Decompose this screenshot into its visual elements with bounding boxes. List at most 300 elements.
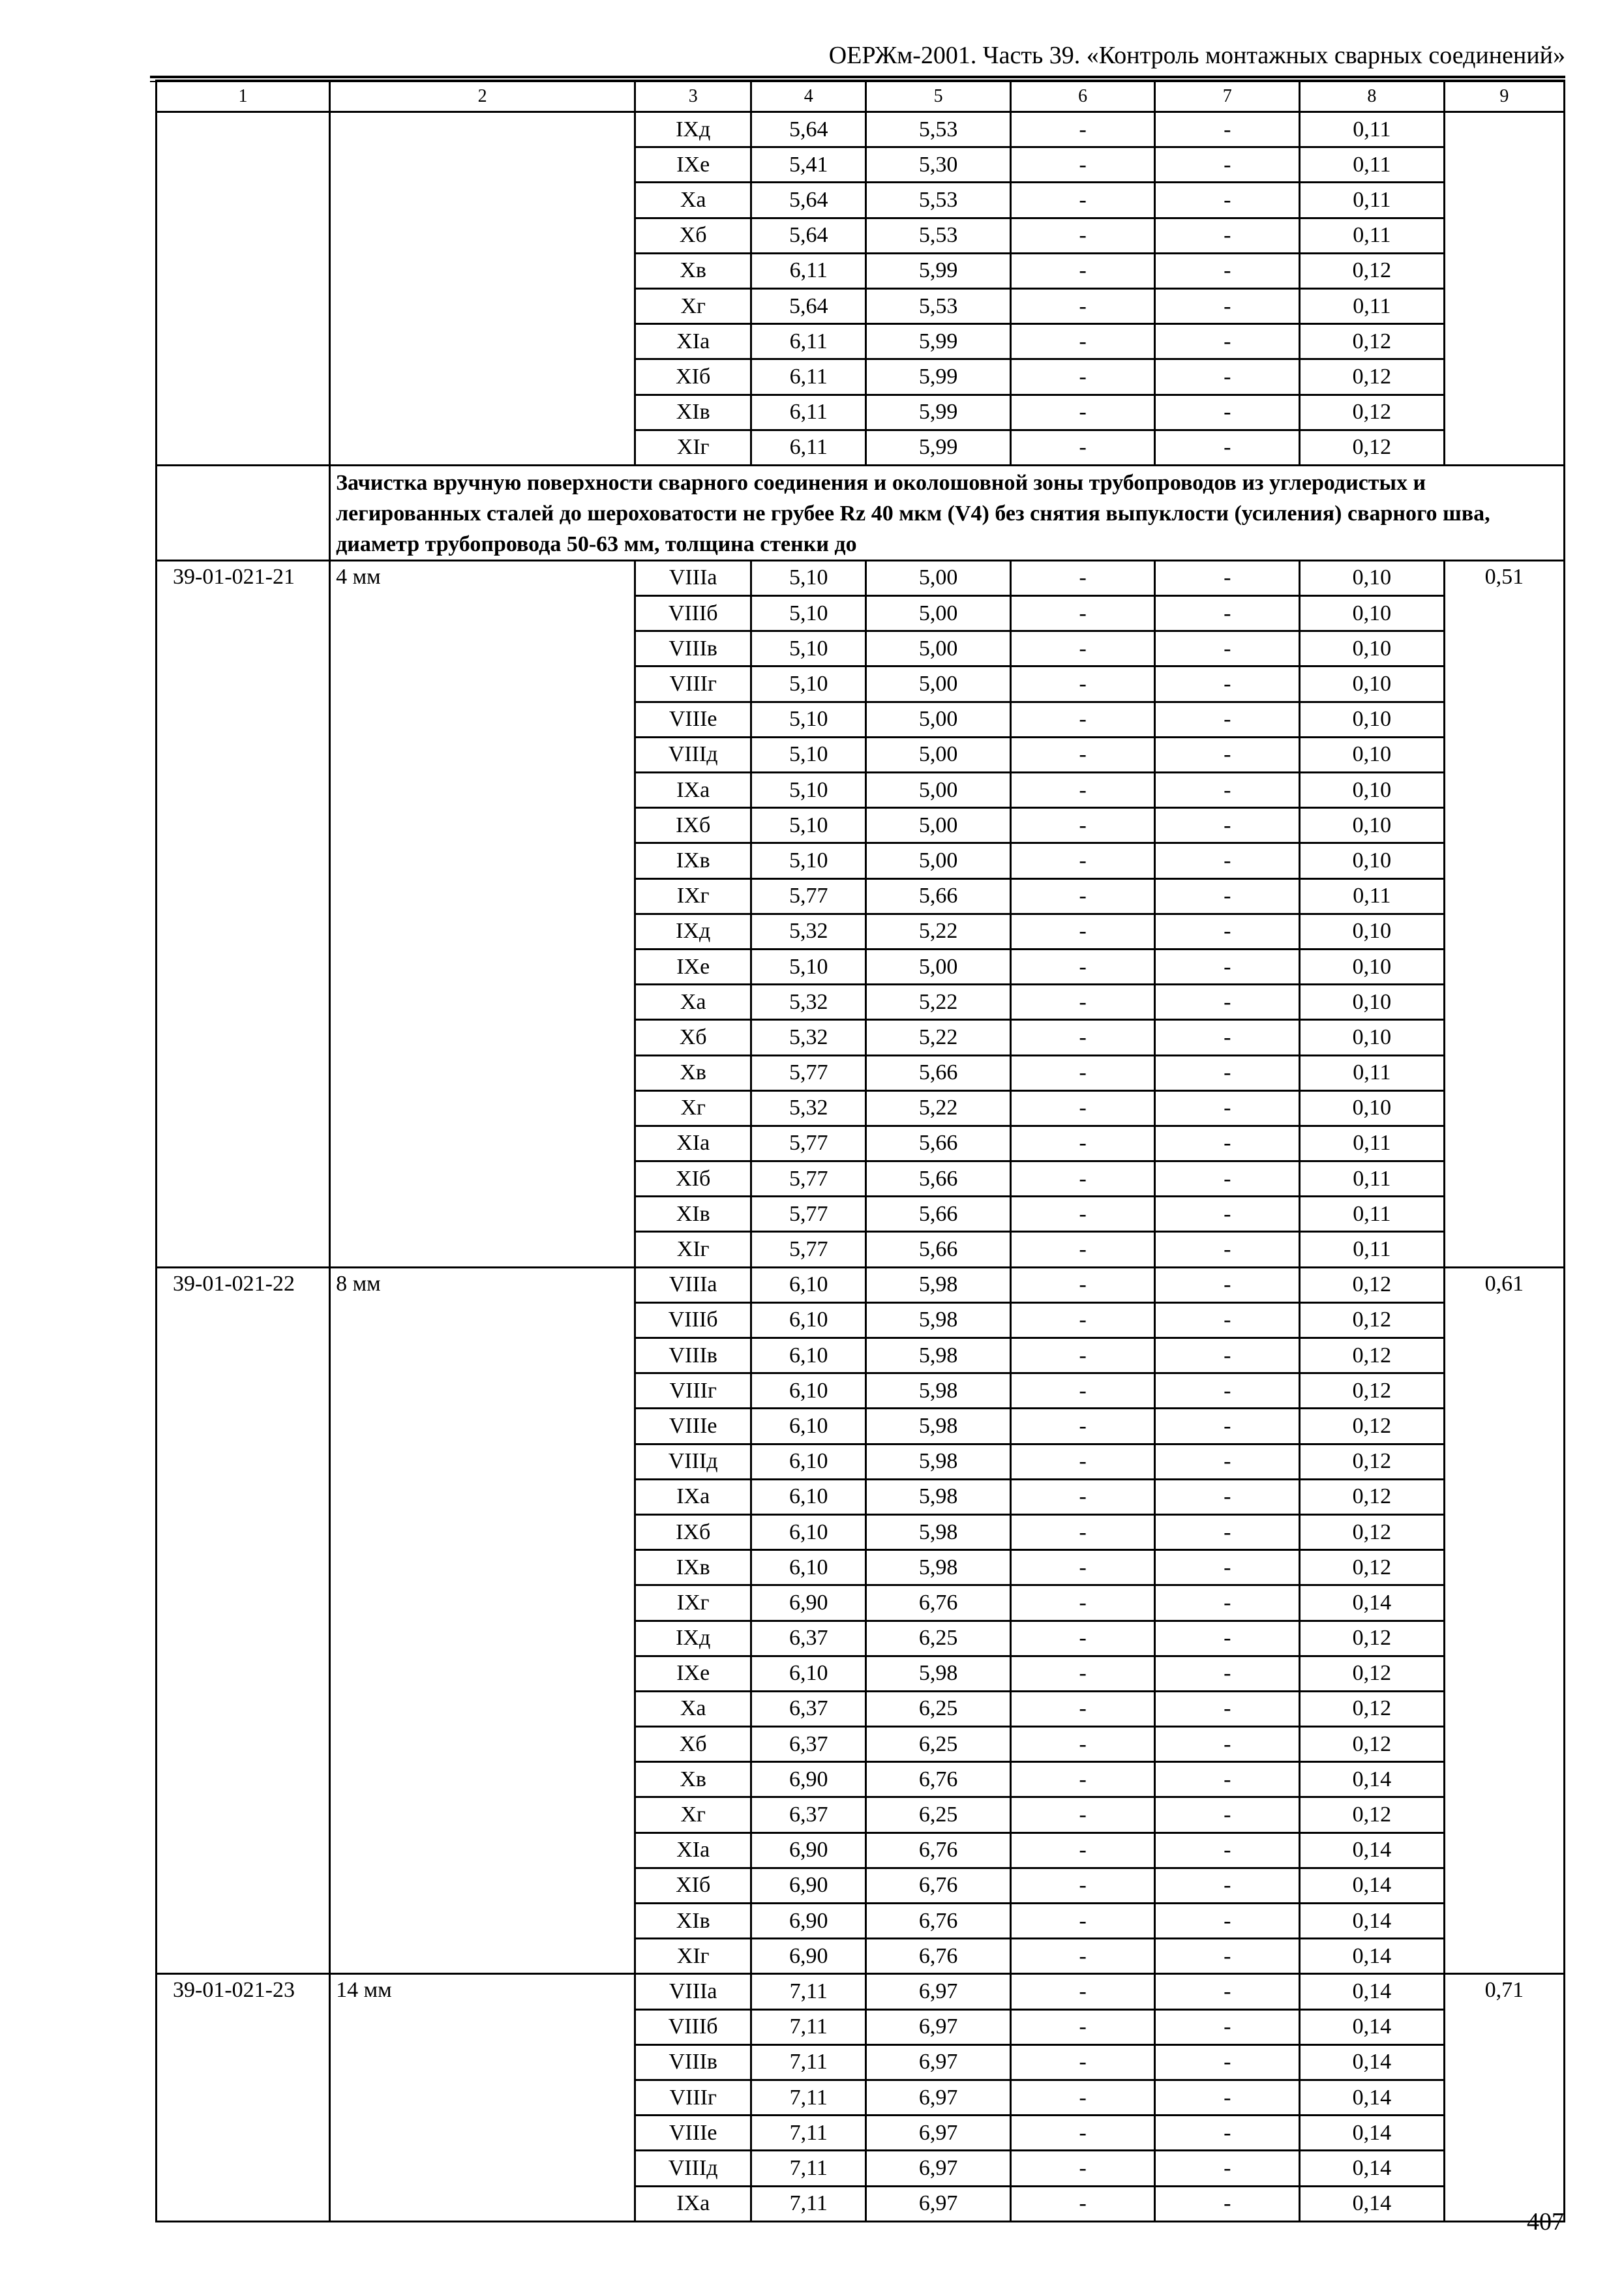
col5-value: 6,76 [866, 1833, 1011, 1868]
resource-class: VIIIе [635, 1409, 751, 1444]
col4-value: 6,10 [751, 1373, 866, 1409]
col4-value: 6,11 [751, 324, 866, 359]
col6-value: - [1010, 1479, 1155, 1514]
col8-value: 0,14 [1300, 2151, 1445, 2186]
col5-value: 5,66 [866, 1197, 1011, 1232]
col5-value: 6,97 [866, 2080, 1011, 2115]
col4-value: 5,10 [751, 596, 866, 631]
col6-value: - [1010, 395, 1155, 430]
col4-value: 6,90 [751, 1762, 866, 1797]
col6-value: - [1010, 218, 1155, 253]
table-body [157, 81, 1565, 2222]
resource-class: IXе [635, 949, 751, 984]
col4-value: 7,11 [751, 2186, 866, 2221]
col8-value: 0,14 [1300, 1974, 1445, 2009]
col8-value: 0,14 [1300, 1833, 1445, 1868]
resource-class: IXа [635, 773, 751, 808]
col4-value: 5,41 [751, 147, 866, 183]
resource-class: VIIIб [635, 2009, 751, 2044]
resource-class: IXб [635, 808, 751, 843]
column-number: 8 [1300, 81, 1445, 112]
rate-name: 8 мм [330, 1267, 635, 1974]
col6-value: - [1010, 985, 1155, 1020]
col7-value: - [1155, 1621, 1300, 1656]
resource-class: XIб [635, 1868, 751, 1903]
col5-value: 6,76 [866, 1868, 1011, 1903]
col8-value: 0,14 [1300, 2009, 1445, 2044]
col8-value: 0,14 [1300, 2044, 1445, 2080]
col6-value: - [1010, 253, 1155, 288]
col7-value: - [1155, 1479, 1300, 1514]
col4-value: 5,64 [751, 183, 866, 218]
col7-value: - [1155, 1232, 1300, 1267]
col4-value: 6,10 [751, 1267, 866, 1302]
col8-value: 0,11 [1300, 1232, 1445, 1267]
col5-value: 6,25 [866, 1727, 1011, 1762]
resource-class: Xб [635, 1727, 751, 1762]
col4-value: 7,11 [751, 2009, 866, 2044]
col5-value: 5,53 [866, 288, 1011, 323]
col4-value: 6,10 [751, 1409, 866, 1444]
col6-value: - [1010, 1939, 1155, 1974]
col8-value: 0,12 [1300, 1444, 1445, 1479]
col7-value: - [1155, 324, 1300, 359]
col6-value: - [1010, 2116, 1155, 2151]
col7-value: - [1155, 112, 1300, 147]
rate-code: 39-01-021-23 [157, 1974, 330, 2221]
rate-norm [1444, 112, 1564, 466]
col5-value: 5,30 [866, 147, 1011, 183]
resource-class: XIб [635, 359, 751, 395]
col8-value: 0,11 [1300, 218, 1445, 253]
col4-value: 6,11 [751, 395, 866, 430]
section-title-row [157, 465, 1565, 560]
col4-value: 6,10 [751, 1550, 866, 1585]
col6-value: - [1010, 1656, 1155, 1691]
col5-value: 5,22 [866, 1020, 1011, 1055]
col4-value: 5,10 [751, 843, 866, 878]
col7-value: - [1155, 560, 1300, 595]
col5-value: 5,66 [866, 1126, 1011, 1161]
col8-value: 0,10 [1300, 1020, 1445, 1055]
resource-class: VIIIд [635, 737, 751, 772]
col7-value: - [1155, 2186, 1300, 2221]
col8-value: 0,10 [1300, 914, 1445, 949]
resource-class: IXа [635, 1479, 751, 1514]
col7-value: - [1155, 985, 1300, 1020]
col6-value: - [1010, 773, 1155, 808]
rate-name: 14 мм [330, 1974, 635, 2221]
col4-value: 5,64 [751, 112, 866, 147]
col7-value: - [1155, 1656, 1300, 1691]
col7-value: - [1155, 359, 1300, 395]
col8-value: 0,12 [1300, 1550, 1445, 1585]
col5-value: 5,66 [866, 1232, 1011, 1267]
col5-value: 5,98 [866, 1550, 1011, 1585]
resource-class: VIIIе [635, 702, 751, 737]
col8-value: 0,12 [1300, 1479, 1445, 1514]
resource-class: XIг [635, 1939, 751, 1974]
col8-value: 0,12 [1300, 430, 1445, 465]
col7-value: - [1155, 737, 1300, 772]
col7-value: - [1155, 843, 1300, 878]
page-number: 407 [1527, 2208, 1564, 2236]
col4-value: 5,77 [751, 1232, 866, 1267]
col5-value: 5,66 [866, 878, 1011, 914]
col8-value: 0,10 [1300, 596, 1445, 631]
resource-class: IXв [635, 843, 751, 878]
col4-value: 5,77 [751, 1055, 866, 1090]
col5-value: 5,66 [866, 1055, 1011, 1090]
col8-value: 0,10 [1300, 843, 1445, 878]
col4-value: 6,37 [751, 1621, 866, 1656]
resource-class: VIIIв [635, 631, 751, 666]
col4-value: 5,77 [751, 1197, 866, 1232]
col7-value: - [1155, 2044, 1300, 2080]
resource-class: XIг [635, 430, 751, 465]
col7-value: - [1155, 395, 1300, 430]
col6-value: - [1010, 1409, 1155, 1444]
col4-value: 6,10 [751, 1656, 866, 1691]
col5-value: 6,25 [866, 1691, 1011, 1726]
col5-value: 6,97 [866, 2044, 1011, 2080]
col4-value: 5,10 [751, 702, 866, 737]
col6-value: - [1010, 560, 1155, 595]
col8-value: 0,11 [1300, 183, 1445, 218]
col6-value: - [1010, 808, 1155, 843]
resource-class: VIIIб [635, 596, 751, 631]
rate-name: 4 мм [330, 560, 635, 1267]
col4-value: 6,10 [751, 1479, 866, 1514]
resource-class: IXг [635, 1585, 751, 1621]
col7-value: - [1155, 218, 1300, 253]
col5-value: 6,97 [866, 2116, 1011, 2151]
col4-value: 6,11 [751, 430, 866, 465]
col7-value: - [1155, 253, 1300, 288]
col8-value: 0,12 [1300, 1302, 1445, 1338]
col6-value: - [1010, 1904, 1155, 1939]
resource-class: IXд [635, 112, 751, 147]
col7-value: - [1155, 1267, 1300, 1302]
col4-value: 6,90 [751, 1904, 866, 1939]
col8-value: 0,14 [1300, 2116, 1445, 2151]
col7-value: - [1155, 1833, 1300, 1868]
col8-value: 0,12 [1300, 1373, 1445, 1409]
col8-value: 0,10 [1300, 1090, 1445, 1126]
col4-value: 5,10 [751, 949, 866, 984]
resource-class: IXд [635, 1621, 751, 1656]
col5-value: 6,76 [866, 1585, 1011, 1621]
resource-class: VIIIе [635, 2116, 751, 2151]
col6-value: - [1010, 702, 1155, 737]
col8-value: 0,14 [1300, 1585, 1445, 1621]
col4-value: 7,11 [751, 2044, 866, 2080]
col6-value: - [1010, 666, 1155, 702]
col5-value: 5,22 [866, 914, 1011, 949]
resource-class: IXг [635, 878, 751, 914]
col5-value: 5,99 [866, 324, 1011, 359]
col5-value: 6,76 [866, 1939, 1011, 1974]
col6-value: - [1010, 112, 1155, 147]
col7-value: - [1155, 1055, 1300, 1090]
col7-value: - [1155, 288, 1300, 323]
resource-class: VIIIв [635, 2044, 751, 2080]
col4-value: 7,11 [751, 1974, 866, 2009]
col5-value: 6,25 [866, 1621, 1011, 1656]
col7-value: - [1155, 1514, 1300, 1549]
col8-value: 0,10 [1300, 560, 1445, 595]
col4-value: 6,90 [751, 1868, 866, 1903]
col8-value: 0,12 [1300, 1267, 1445, 1302]
col6-value: - [1010, 2186, 1155, 2221]
col8-value: 0,14 [1300, 2080, 1445, 2115]
resource-class: VIIIа [635, 1974, 751, 2009]
col8-value: 0,10 [1300, 702, 1445, 737]
col4-value: 5,10 [751, 560, 866, 595]
col8-value: 0,11 [1300, 147, 1445, 183]
col8-value: 0,12 [1300, 1797, 1445, 1833]
col4-value: 5,10 [751, 737, 866, 772]
col6-value: - [1010, 1762, 1155, 1797]
col4-value: 6,90 [751, 1939, 866, 1974]
column-number: 4 [751, 81, 866, 112]
col6-value: - [1010, 1338, 1155, 1373]
col5-value: 5,00 [866, 666, 1011, 702]
col7-value: - [1155, 1691, 1300, 1726]
col5-value: 5,98 [866, 1656, 1011, 1691]
col7-value: - [1155, 1939, 1300, 1974]
col4-value: 5,32 [751, 914, 866, 949]
col6-value: - [1010, 1727, 1155, 1762]
col4-value: 6,11 [751, 253, 866, 288]
resource-class: VIIIд [635, 2151, 751, 2186]
col4-value: 7,11 [751, 2080, 866, 2115]
col8-value: 0,11 [1300, 1197, 1445, 1232]
col7-value: - [1155, 2080, 1300, 2115]
col7-value: - [1155, 1409, 1300, 1444]
col4-value: 6,90 [751, 1585, 866, 1621]
resource-class: VIIIа [635, 560, 751, 595]
col8-value: 0,12 [1300, 1621, 1445, 1656]
column-number: 9 [1444, 81, 1564, 112]
col4-value: 6,37 [751, 1797, 866, 1833]
col4-value: 7,11 [751, 2151, 866, 2186]
table-row [157, 1974, 1565, 2009]
col8-value: 0,11 [1300, 112, 1445, 147]
col4-value: 7,11 [751, 2116, 866, 2151]
col5-value: 5,98 [866, 1514, 1011, 1549]
column-number: 3 [635, 81, 751, 112]
col6-value: - [1010, 1514, 1155, 1549]
resource-class: VIIIа [635, 1267, 751, 1302]
col7-value: - [1155, 430, 1300, 465]
col7-value: - [1155, 1974, 1300, 2009]
col5-value: 5,00 [866, 596, 1011, 631]
col5-value: 5,99 [866, 395, 1011, 430]
col8-value: 0,14 [1300, 1868, 1445, 1903]
col4-value: 5,32 [751, 1090, 866, 1126]
col7-value: - [1155, 1020, 1300, 1055]
col6-value: - [1010, 1585, 1155, 1621]
col6-value: - [1010, 596, 1155, 631]
col6-value: - [1010, 1691, 1155, 1726]
col5-value: 5,00 [866, 560, 1011, 595]
col6-value: - [1010, 1797, 1155, 1833]
col6-value: - [1010, 183, 1155, 218]
col5-value: 5,99 [866, 253, 1011, 288]
col6-value: - [1010, 324, 1155, 359]
column-number: 1 [157, 81, 330, 112]
resource-class: IXд [635, 914, 751, 949]
col5-value: 5,00 [866, 773, 1011, 808]
col7-value: - [1155, 808, 1300, 843]
col7-value: - [1155, 2151, 1300, 2186]
column-number: 5 [866, 81, 1011, 112]
column-number: 6 [1010, 81, 1155, 112]
table-row [157, 1267, 1565, 1302]
col8-value: 0,12 [1300, 1691, 1445, 1726]
col8-value: 0,14 [1300, 1904, 1445, 1939]
col5-value: 5,53 [866, 112, 1011, 147]
col5-value: 5,98 [866, 1373, 1011, 1409]
col4-value: 6,10 [751, 1302, 866, 1338]
resource-class: Xа [635, 1691, 751, 1726]
resource-class: Xг [635, 1090, 751, 1126]
table-row [157, 112, 1565, 147]
resource-class: Xа [635, 985, 751, 1020]
col8-value: 0,10 [1300, 808, 1445, 843]
resource-class: IXв [635, 1550, 751, 1585]
col6-value: - [1010, 1197, 1155, 1232]
col4-value: 6,37 [751, 1727, 866, 1762]
col5-value: 6,25 [866, 1797, 1011, 1833]
col4-value: 5,10 [751, 773, 866, 808]
col7-value: - [1155, 1338, 1300, 1373]
header-rule [150, 76, 1565, 78]
col6-value: - [1010, 430, 1155, 465]
col6-value: - [1010, 359, 1155, 395]
col8-value: 0,10 [1300, 773, 1445, 808]
col4-value: 5,64 [751, 288, 866, 323]
col6-value: - [1010, 1621, 1155, 1656]
col6-value: - [1010, 737, 1155, 772]
column-number-row [157, 81, 1565, 112]
col6-value: - [1010, 631, 1155, 666]
col7-value: - [1155, 878, 1300, 914]
col7-value: - [1155, 1550, 1300, 1585]
resource-class: VIIIд [635, 1444, 751, 1479]
rate-norm: 0,51 [1444, 560, 1564, 1267]
col5-value: 5,98 [866, 1479, 1011, 1514]
col7-value: - [1155, 914, 1300, 949]
col6-value: - [1010, 914, 1155, 949]
col8-value: 0,12 [1300, 1409, 1445, 1444]
col8-value: 0,11 [1300, 1161, 1445, 1197]
resource-class: Xв [635, 253, 751, 288]
col5-value: 5,00 [866, 808, 1011, 843]
col5-value: 5,00 [866, 702, 1011, 737]
resource-class: XIв [635, 1197, 751, 1232]
col4-value: 6,10 [751, 1338, 866, 1373]
col7-value: - [1155, 1126, 1300, 1161]
section-title: Зачистка вручную поверхности сварного соединения и околошовной зоны трубопроводов из углеродистых и легированных сталей до шероховатости не грубее Rz 40 мкм (V4) без снятия выпуклости (усиления) сварного шва, диаметр трубопровода 50-63 мм, толщина стенки до [330, 465, 1565, 560]
col4-value: 6,90 [751, 1833, 866, 1868]
col5-value: 5,00 [866, 631, 1011, 666]
col6-value: - [1010, 1232, 1155, 1267]
resource-class: IXе [635, 1656, 751, 1691]
resource-class: XIа [635, 324, 751, 359]
col5-value: 6,97 [866, 2151, 1011, 2186]
col5-value: 6,97 [866, 2186, 1011, 2221]
col5-value: 5,98 [866, 1302, 1011, 1338]
resource-class: Xб [635, 1020, 751, 1055]
col7-value: - [1155, 1727, 1300, 1762]
col4-value: 6,10 [751, 1444, 866, 1479]
col8-value: 0,10 [1300, 737, 1445, 772]
column-number: 7 [1155, 81, 1300, 112]
col5-value: 5,53 [866, 218, 1011, 253]
resource-class: VIIIг [635, 666, 751, 702]
col8-value: 0,12 [1300, 253, 1445, 288]
col8-value: 0,11 [1300, 878, 1445, 914]
col7-value: - [1155, 1868, 1300, 1903]
col6-value: - [1010, 1833, 1155, 1868]
resource-class: Xб [635, 218, 751, 253]
col7-value: - [1155, 1762, 1300, 1797]
resource-class: XIб [635, 1161, 751, 1197]
col8-value: 0,11 [1300, 1126, 1445, 1161]
col7-value: - [1155, 1797, 1300, 1833]
col8-value: 0,14 [1300, 2186, 1445, 2221]
col7-value: - [1155, 183, 1300, 218]
col5-value: 6,97 [866, 1974, 1011, 2009]
section-title-spacer [157, 465, 330, 560]
col8-value: 0,10 [1300, 985, 1445, 1020]
col6-value: - [1010, 949, 1155, 984]
col6-value: - [1010, 1090, 1155, 1126]
col7-value: - [1155, 1444, 1300, 1479]
resource-class: IXе [635, 147, 751, 183]
col5-value: 5,22 [866, 985, 1011, 1020]
col5-value: 5,98 [866, 1409, 1011, 1444]
rates-table [155, 80, 1565, 2222]
col7-value: - [1155, 702, 1300, 737]
col6-value: - [1010, 1302, 1155, 1338]
col5-value: 5,00 [866, 949, 1011, 984]
resource-class: VIIIб [635, 1302, 751, 1338]
col7-value: - [1155, 1161, 1300, 1197]
col7-value: - [1155, 1585, 1300, 1621]
col5-value: 5,66 [866, 1161, 1011, 1197]
col7-value: - [1155, 1373, 1300, 1409]
col8-value: 0,10 [1300, 666, 1445, 702]
column-number: 2 [330, 81, 635, 112]
col6-value: - [1010, 1550, 1155, 1585]
col5-value: 5,99 [866, 430, 1011, 465]
col5-value: 5,00 [866, 737, 1011, 772]
col8-value: 0,12 [1300, 395, 1445, 430]
col7-value: - [1155, 596, 1300, 631]
resource-class: Xг [635, 1797, 751, 1833]
col6-value: - [1010, 1444, 1155, 1479]
col4-value: 5,77 [751, 1161, 866, 1197]
col6-value: - [1010, 2009, 1155, 2044]
col4-value: 5,32 [751, 1020, 866, 1055]
resource-class: Xв [635, 1762, 751, 1797]
col7-value: - [1155, 631, 1300, 666]
rate-code: 39-01-021-22 [157, 1267, 330, 1974]
col5-value: 5,99 [866, 359, 1011, 395]
